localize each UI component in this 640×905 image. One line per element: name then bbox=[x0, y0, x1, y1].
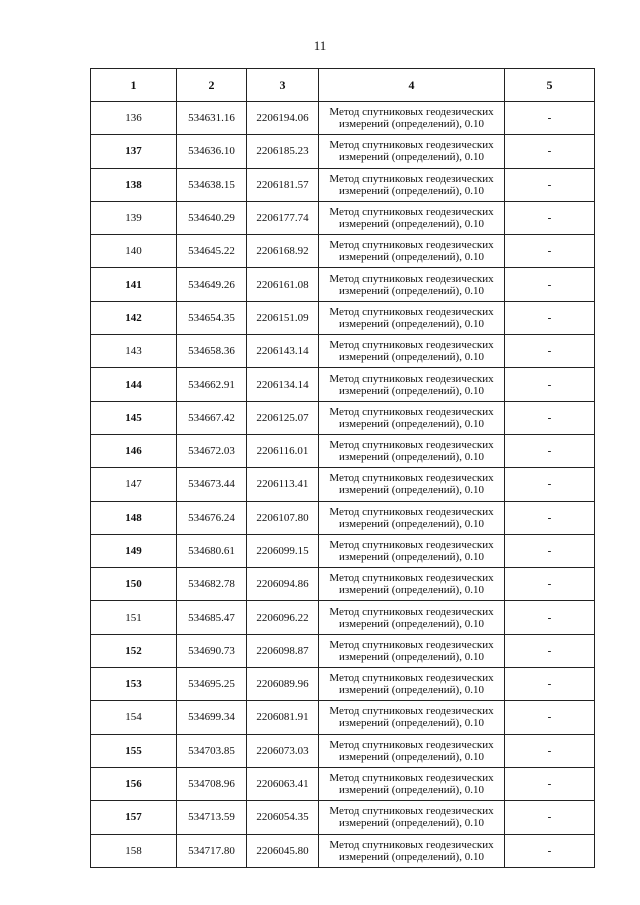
point-number-cell: 141 bbox=[91, 268, 177, 301]
table-row bbox=[91, 534, 595, 567]
method-cell bbox=[319, 668, 505, 701]
method-cell bbox=[319, 568, 505, 601]
coordinate-x-cell: 534673.44 bbox=[177, 468, 247, 501]
column-5-cell: - bbox=[505, 801, 595, 834]
column-5-cell: - bbox=[505, 634, 595, 667]
coordinate-y-cell: 2206168.92 bbox=[247, 235, 319, 268]
header-col-5: 5 bbox=[505, 69, 595, 102]
point-number-cell: 152 bbox=[91, 634, 177, 667]
method-line-1: Метод спутниковых геодезических bbox=[329, 106, 494, 119]
method-line-2: измерений (определений), 0.10 bbox=[339, 517, 484, 530]
column-5-cell: - bbox=[505, 135, 595, 168]
coordinate-x-cell: 534658.36 bbox=[177, 335, 247, 368]
point-number-cell: 146 bbox=[91, 434, 177, 467]
point-number-cell: 154 bbox=[91, 701, 177, 734]
method-line-1: Метод спутниковых геодезических bbox=[329, 239, 494, 252]
coordinate-y-cell: 2206045.80 bbox=[247, 834, 319, 867]
coordinate-y-cell: 2206194.06 bbox=[247, 102, 319, 135]
method-cell bbox=[319, 767, 505, 800]
table-row bbox=[91, 235, 595, 268]
method-cell bbox=[319, 201, 505, 234]
table-row bbox=[91, 834, 595, 867]
table-body bbox=[91, 102, 595, 868]
method-line-2: измерений (определений), 0.10 bbox=[339, 317, 484, 330]
column-5-cell: - bbox=[505, 434, 595, 467]
coordinate-y-cell: 2206107.80 bbox=[247, 501, 319, 534]
column-5-cell: - bbox=[505, 335, 595, 368]
coordinate-x-cell: 534690.73 bbox=[177, 634, 247, 667]
table-row bbox=[91, 767, 595, 800]
method-line-1: Метод спутниковых геодезических bbox=[329, 206, 494, 219]
coordinate-x-cell: 534631.16 bbox=[177, 102, 247, 135]
point-number-cell: 150 bbox=[91, 568, 177, 601]
coordinate-y-cell: 2206125.07 bbox=[247, 401, 319, 434]
coordinate-y-cell: 2206098.87 bbox=[247, 634, 319, 667]
method-line-1: Метод спутниковых геодезических bbox=[329, 805, 494, 818]
table-row bbox=[91, 468, 595, 501]
method-line-1: Метод спутниковых геодезических bbox=[329, 838, 494, 851]
method-cell bbox=[319, 335, 505, 368]
method-cell bbox=[319, 801, 505, 834]
point-number-cell: 157 bbox=[91, 801, 177, 834]
coordinate-x-cell: 534703.85 bbox=[177, 734, 247, 767]
method-line-2: измерений (определений), 0.10 bbox=[339, 451, 484, 464]
column-5-cell: - bbox=[505, 534, 595, 567]
method-line-2: измерений (определений), 0.10 bbox=[339, 684, 484, 697]
page-number: 11 bbox=[313, 38, 327, 53]
method-cell bbox=[319, 601, 505, 634]
column-5-cell: - bbox=[505, 734, 595, 767]
method-line-2: измерений (определений), 0.10 bbox=[339, 617, 484, 630]
table-row bbox=[91, 135, 595, 168]
method-line-1: Метод спутниковых геодезических bbox=[329, 272, 494, 285]
point-number-cell: 149 bbox=[91, 534, 177, 567]
method-line-2: измерений (определений), 0.10 bbox=[339, 118, 484, 131]
table-row bbox=[91, 801, 595, 834]
method-line-2: измерений (определений), 0.10 bbox=[339, 484, 484, 497]
method-line-1: Метод спутниковых геодезических bbox=[329, 372, 494, 385]
table-row bbox=[91, 601, 595, 634]
coordinate-x-cell: 534638.15 bbox=[177, 168, 247, 201]
coordinate-y-cell: 2206181.57 bbox=[247, 168, 319, 201]
method-line-1: Метод спутниковых геодезических bbox=[329, 705, 494, 718]
table-row bbox=[91, 335, 595, 368]
method-cell bbox=[319, 501, 505, 534]
method-cell bbox=[319, 734, 505, 767]
method-line-2: измерений (определений), 0.10 bbox=[339, 850, 484, 863]
table-row bbox=[91, 401, 595, 434]
point-number-cell: 151 bbox=[91, 601, 177, 634]
point-number-cell: 137 bbox=[91, 135, 177, 168]
column-5-cell: - bbox=[505, 834, 595, 867]
column-5-cell: - bbox=[505, 168, 595, 201]
method-cell bbox=[319, 268, 505, 301]
point-number-cell: 153 bbox=[91, 668, 177, 701]
point-number-cell: 156 bbox=[91, 767, 177, 800]
header-col-1: 1 bbox=[91, 69, 177, 102]
table-header-row bbox=[91, 69, 595, 102]
column-5-cell: - bbox=[505, 468, 595, 501]
coordinate-y-cell: 2206177.74 bbox=[247, 201, 319, 234]
coordinate-x-cell: 534672.03 bbox=[177, 434, 247, 467]
method-line-2: измерений (определений), 0.10 bbox=[339, 584, 484, 597]
table-row bbox=[91, 634, 595, 667]
column-5-cell: - bbox=[505, 601, 595, 634]
point-number-cell: 139 bbox=[91, 201, 177, 234]
column-5-cell: - bbox=[505, 401, 595, 434]
method-cell bbox=[319, 235, 505, 268]
coordinate-y-cell: 2206081.91 bbox=[247, 701, 319, 734]
point-number-cell: 158 bbox=[91, 834, 177, 867]
table-row bbox=[91, 501, 595, 534]
coordinate-x-cell: 534645.22 bbox=[177, 235, 247, 268]
method-cell bbox=[319, 301, 505, 334]
coordinate-x-cell: 534685.47 bbox=[177, 601, 247, 634]
method-line-1: Метод спутниковых геодезических bbox=[329, 638, 494, 651]
method-cell bbox=[319, 468, 505, 501]
method-line-1: Метод спутниковых геодезических bbox=[329, 139, 494, 152]
coordinate-x-cell: 534654.35 bbox=[177, 301, 247, 334]
header-col-4: 4 bbox=[319, 69, 505, 102]
point-number-cell: 140 bbox=[91, 235, 177, 268]
coordinates-table bbox=[90, 68, 595, 868]
coordinate-y-cell: 2206185.23 bbox=[247, 135, 319, 168]
coordinate-x-cell: 534682.78 bbox=[177, 568, 247, 601]
method-line-2: измерений (определений), 0.10 bbox=[339, 551, 484, 563]
method-line-2: измерений (определений), 0.10 bbox=[339, 384, 484, 397]
coordinate-y-cell: 2206054.35 bbox=[247, 801, 319, 834]
method-line-1: Метод спутниковых геодезических bbox=[329, 605, 494, 618]
table-row bbox=[91, 201, 595, 234]
table-row bbox=[91, 568, 595, 601]
method-line-1: Метод спутниковых геодезических bbox=[329, 405, 494, 418]
method-line-1: Метод спутниковых геодезических bbox=[329, 305, 494, 318]
coordinate-x-cell: 534717.80 bbox=[177, 834, 247, 867]
column-5-cell: - bbox=[505, 268, 595, 301]
point-number-cell: 144 bbox=[91, 368, 177, 401]
table-row bbox=[91, 301, 595, 334]
coordinate-y-cell: 2206099.15 bbox=[247, 534, 319, 567]
method-line-2: измерений (определений), 0.10 bbox=[339, 417, 484, 430]
method-line-1: Метод спутниковых геодезических bbox=[329, 772, 494, 785]
method-line-2: измерений (определений), 0.10 bbox=[339, 717, 484, 730]
method-line-2: измерений (определений), 0.10 bbox=[339, 218, 484, 231]
column-5-cell: - bbox=[505, 368, 595, 401]
table-row bbox=[91, 434, 595, 467]
coordinate-y-cell: 2206089.96 bbox=[247, 668, 319, 701]
method-line-1: Метод спутниковых геодезических bbox=[329, 539, 494, 551]
point-number-cell: 136 bbox=[91, 102, 177, 135]
coordinate-y-cell: 2206073.03 bbox=[247, 734, 319, 767]
column-5-cell: - bbox=[505, 301, 595, 334]
column-5-cell: - bbox=[505, 701, 595, 734]
coordinate-x-cell: 534662.91 bbox=[177, 368, 247, 401]
header-col-2: 2 bbox=[177, 69, 247, 102]
coordinate-x-cell: 534640.29 bbox=[177, 201, 247, 234]
method-line-1: Метод спутниковых геодезических bbox=[329, 172, 494, 185]
coordinate-y-cell: 2206151.09 bbox=[247, 301, 319, 334]
point-number-cell: 148 bbox=[91, 501, 177, 534]
column-5-cell: - bbox=[505, 102, 595, 135]
method-cell bbox=[319, 634, 505, 667]
point-number-cell: 155 bbox=[91, 734, 177, 767]
table-row bbox=[91, 701, 595, 734]
method-cell bbox=[319, 168, 505, 201]
method-line-2: измерений (определений), 0.10 bbox=[339, 351, 484, 364]
column-5-cell: - bbox=[505, 201, 595, 234]
method-line-2: измерений (определений), 0.10 bbox=[339, 817, 484, 830]
coordinate-x-cell: 534713.59 bbox=[177, 801, 247, 834]
coordinate-x-cell: 534708.96 bbox=[177, 767, 247, 800]
method-line-2: измерений (определений), 0.10 bbox=[339, 184, 484, 197]
method-cell bbox=[319, 368, 505, 401]
method-line-1: Метод спутниковых геодезических bbox=[329, 572, 494, 585]
column-5-cell: - bbox=[505, 235, 595, 268]
table-row bbox=[91, 102, 595, 135]
method-cell bbox=[319, 534, 505, 567]
coordinate-x-cell: 534695.25 bbox=[177, 668, 247, 701]
header-col-3: 3 bbox=[247, 69, 319, 102]
method-cell bbox=[319, 434, 505, 467]
coordinate-y-cell: 2206134.14 bbox=[247, 368, 319, 401]
coordinate-x-cell: 534649.26 bbox=[177, 268, 247, 301]
coordinate-y-cell: 2206143.14 bbox=[247, 335, 319, 368]
method-line-2: измерений (определений), 0.10 bbox=[339, 284, 484, 297]
coordinate-x-cell: 534676.24 bbox=[177, 501, 247, 534]
table-row bbox=[91, 734, 595, 767]
method-line-1: Метод спутниковых геодезических bbox=[329, 439, 494, 452]
point-number-cell: 138 bbox=[91, 168, 177, 201]
method-line-1: Метод спутниковых геодезических bbox=[329, 738, 494, 751]
coordinate-x-cell: 534636.10 bbox=[177, 135, 247, 168]
coordinate-x-cell: 534667.42 bbox=[177, 401, 247, 434]
coordinate-y-cell: 2206161.08 bbox=[247, 268, 319, 301]
coordinate-y-cell: 2206113.41 bbox=[247, 468, 319, 501]
method-line-2: измерений (определений), 0.10 bbox=[339, 750, 484, 763]
method-line-2: измерений (определений), 0.10 bbox=[339, 650, 484, 663]
coordinate-y-cell: 2206116.01 bbox=[247, 434, 319, 467]
column-5-cell: - bbox=[505, 767, 595, 800]
method-line-2: измерений (определений), 0.10 bbox=[339, 784, 484, 797]
point-number-cell: 143 bbox=[91, 335, 177, 368]
method-cell bbox=[319, 135, 505, 168]
method-line-2: измерений (определений), 0.10 bbox=[339, 251, 484, 264]
method-cell bbox=[319, 834, 505, 867]
table-row bbox=[91, 368, 595, 401]
coordinate-y-cell: 2206094.86 bbox=[247, 568, 319, 601]
coordinate-y-cell: 2206063.41 bbox=[247, 767, 319, 800]
column-5-cell: - bbox=[505, 568, 595, 601]
coordinate-x-cell: 534699.34 bbox=[177, 701, 247, 734]
point-number-cell: 145 bbox=[91, 401, 177, 434]
table-row bbox=[91, 168, 595, 201]
point-number-cell: 142 bbox=[91, 301, 177, 334]
method-line-2: измерений (определений), 0.10 bbox=[339, 151, 484, 164]
column-5-cell: - bbox=[505, 668, 595, 701]
table-row bbox=[91, 668, 595, 701]
coordinate-y-cell: 2206096.22 bbox=[247, 601, 319, 634]
method-cell bbox=[319, 701, 505, 734]
column-5-cell: - bbox=[505, 501, 595, 534]
method-line-1: Метод спутниковых геодезических bbox=[329, 472, 494, 485]
table-row bbox=[91, 268, 595, 301]
method-line-1: Метод спутниковых геодезических bbox=[329, 672, 494, 685]
method-cell bbox=[319, 401, 505, 434]
method-line-1: Метод спутниковых геодезических bbox=[329, 505, 494, 518]
point-number-cell: 147 bbox=[91, 468, 177, 501]
coordinate-x-cell: 534680.61 bbox=[177, 534, 247, 567]
method-cell bbox=[319, 102, 505, 135]
method-line-1: Метод спутниковых геодезических bbox=[329, 339, 494, 352]
